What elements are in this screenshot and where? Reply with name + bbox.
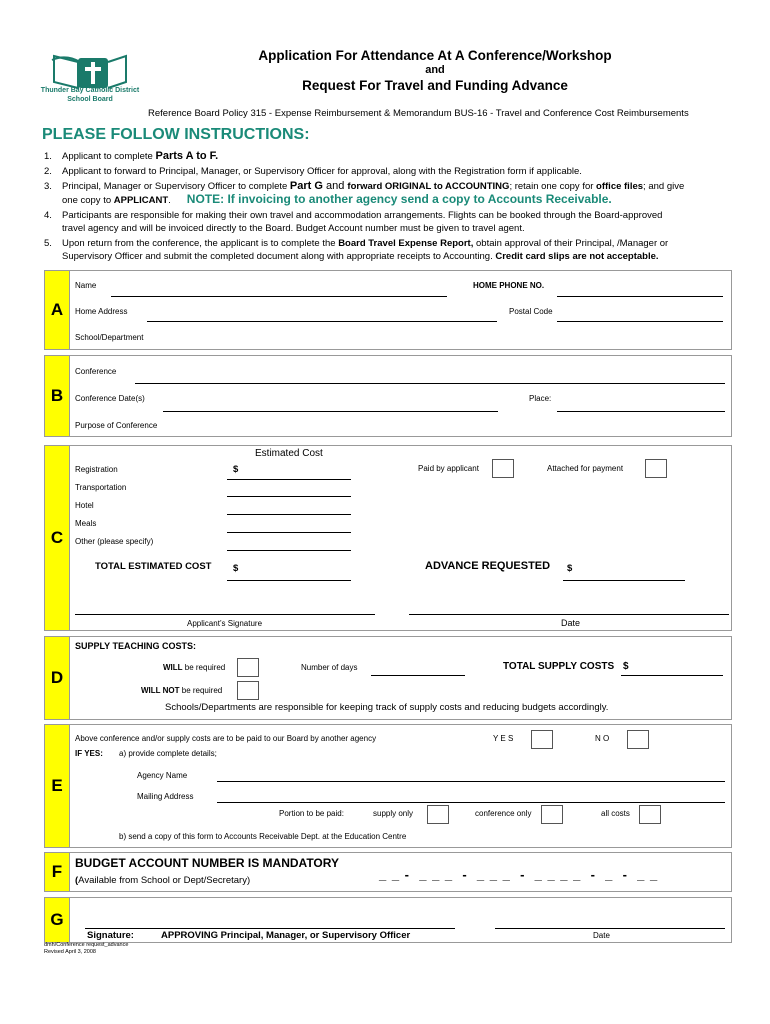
transportation-cost-field[interactable] [227,496,351,497]
place-label: Place: [529,394,552,403]
instr-text: ; retain one copy for [509,181,597,192]
instr-text: Parts A to F. [155,150,219,162]
number-of-days-field[interactable] [371,675,465,676]
instr-text: Applicant to complete [62,151,156,162]
all-costs-checkbox[interactable] [639,805,661,824]
instr-text: . [168,195,171,206]
will-not-label-rest: be required [179,686,223,695]
instr-num: 2. [44,166,52,177]
total-estimated-field[interactable] [227,580,351,581]
invoice-note: NOTE: If invoicing to another agency send a copy to Accounts Receivable. [186,192,612,206]
instr-text: Supervisory Officer and submit the completed document along with appropriate receipts to Accounting. [62,251,496,262]
supply-only-label: supply only [373,809,414,818]
instructions-list [44,150,734,263]
approving-label: APPROVING Principal, Manager, or Supervisory Officer [161,930,411,941]
conference-only-checkbox[interactable] [541,805,563,824]
section-letter: B [45,356,70,436]
section-letter: C [45,446,70,630]
postal-code-label: Postal Code [509,307,553,316]
if-yes-label: IF YES: [75,749,103,758]
section-d [44,636,732,720]
will-label: WILL [163,663,183,672]
purpose-label: Purpose of Conference [75,421,158,430]
name-field[interactable] [111,296,447,297]
advance-requested-label: ADVANCE REQUESTED [425,560,551,572]
section-a [44,270,732,350]
will-label-rest: be required [182,663,226,672]
instructions-heading: PLEASE FOLLOW INSTRUCTIONS: [42,126,310,143]
meals-label: Meals [75,519,97,528]
registration-cost-field[interactable] [227,479,351,480]
other-label: Other (please specify) [75,537,154,546]
footer-revised: Revised April 3, 2008 [44,949,96,955]
form-subtitle: Request For Travel and Funding Advance [302,78,568,93]
signature-label: Signature: [87,930,134,941]
agency-name-field[interactable] [217,781,725,782]
total-supply-field[interactable] [621,675,723,676]
dollar-sign: $ [623,661,629,672]
place-field[interactable] [557,411,725,412]
name-label: Name [75,281,97,290]
instr-text: one copy to [62,195,114,206]
no-label: N O [595,734,610,743]
hotel-label: Hotel [75,501,94,510]
other-cost-field[interactable] [227,550,351,551]
instr-text: ; and give [643,181,685,192]
footer-file: dmh/Conference request_advance [44,942,129,948]
instr-text: office files [596,181,644,192]
total-estimated-label: TOTAL ESTIMATED COST [95,561,212,572]
instr-text: Credit card slips are not acceptable. [495,251,659,262]
conference-label: Conference [75,367,117,376]
instr-num: 3. [44,181,52,192]
step-b-label: b) send a copy of this form to Accounts Receivable Dept. at the Education Centre [119,832,407,841]
instr-text: Principal, Manager or Supervisory Officer to complete [62,181,290,192]
section-c [44,445,732,631]
registration-label: Registration [75,465,118,474]
instr-num: 4. [44,210,52,221]
advance-requested-field[interactable] [563,580,685,581]
instr-text: and [322,180,348,192]
approver-signature-field[interactable] [85,928,455,929]
applicant-signature-field[interactable] [75,614,375,615]
section-letter: F [45,853,70,891]
conference-only-label: conference only [475,809,532,818]
instr-text: Participants are responsible for making their own travel and accommodation arrangements. Flights can be booked through the Board-approved [62,210,663,221]
applicant-date-field[interactable] [409,614,729,615]
approver-date-field[interactable] [495,928,725,929]
home-address-label: Home Address [75,307,128,316]
transportation-label: Transportation [75,483,127,492]
attached-for-payment-label: Attached for payment [547,464,624,473]
conference-dates-field[interactable] [163,411,498,412]
no-checkbox[interactable] [627,730,649,749]
dollar-sign: $ [233,464,239,475]
instr-text: forward ORIGINAL to ACCOUNTING [347,181,510,192]
instr-text: obtain approval of their Principal, /Manager or [473,238,669,249]
home-phone-field[interactable] [557,296,723,297]
step-a-label: a) provide complete details; [119,749,217,758]
meals-cost-field[interactable] [227,532,351,533]
hotel-cost-field[interactable] [227,514,351,515]
instr-text: Upon return from the conference, the applicant is to complete the [62,238,339,249]
date-label: Date [561,618,581,628]
instr-text: Board Travel Expense Report, [338,238,474,249]
home-phone-label: HOME PHONE NO. [473,281,545,290]
agency-name-label: Agency Name [137,771,188,780]
section-letter: E [45,725,70,847]
yes-label: Y E S [493,734,514,743]
instr-text: Part G [289,180,323,192]
date-label: Date [593,931,610,940]
instr-num: 5. [44,238,52,249]
budget-account-heading: BUDGET ACCOUNT NUMBER IS MANDATORY [75,856,339,870]
other-agency-question: Above conference and/or supply costs are to be paid to our Board by another agency [75,734,377,743]
instr-num: 1. [44,151,52,162]
home-address-field[interactable] [147,321,497,322]
dollar-sign: $ [233,563,239,574]
section-letter: G [45,898,70,942]
section-f [44,852,732,892]
portion-label: Portion to be paid: [279,809,344,818]
conference-dates-label: Conference Date(s) [75,394,145,403]
number-of-days-label: Number of days [301,663,358,672]
total-supply-costs-label: TOTAL SUPPLY COSTS [503,661,615,672]
section-e [44,724,732,848]
section-b [44,355,732,437]
budget-account-field[interactable]: _ _ - _ _ _ - _ _ _ - _ _ _ _ - _ - _ _ [379,867,659,882]
policy-reference: Reference Board Policy 315 - Expense Reimbursement & Memorandum BUS-16 - Travel and Conference Cost Reimbursements [148,108,689,119]
will-not-be-required-checkbox[interactable] [237,681,259,700]
budget-sub: Available from School or Dept/Secretary) [78,875,251,886]
supply-teaching-heading: SUPPLY TEACHING COSTS: [75,641,197,651]
mailing-address-label: Mailing Address [137,792,194,801]
org-name: Thunder Bay Catholic District School Board [40,87,140,103]
supply-note: Schools/Departments are responsible for keeping track of supply costs and reducing budgets accordingly. [165,702,609,713]
school-dept-label: School/Department [75,333,144,342]
attached-for-payment-checkbox[interactable] [645,459,667,478]
section-g [44,897,732,943]
estimated-cost-label: Estimated Cost [255,448,323,459]
paid-by-applicant-label: Paid by applicant [418,464,479,473]
form-title: Application For Attendance At A Conference/Workshop [258,48,612,63]
instr-text: travel agency and will be invoiced directly to the Board. Budget Account number must be given to travel agent. [62,223,525,234]
all-costs-label: all costs [601,809,630,818]
conference-field[interactable] [135,383,725,384]
applicant-signature-label: Applicant’s Signature [187,619,263,628]
will-not-label: WILL NOT [141,686,180,695]
instr-text: Applicant to forward to Principal, Manager, or Supervisory Officer for approval, along with the Registration form if applicable. [62,166,582,177]
section-letter: D [45,637,70,719]
postal-code-field[interactable] [557,321,723,322]
dollar-sign: $ [567,563,573,574]
budget-sub-paren: ( [75,875,79,886]
will-be-required-checkbox[interactable] [237,658,259,677]
mailing-address-field[interactable] [217,802,725,803]
section-letter: A [45,271,70,349]
supply-only-checkbox[interactable] [427,805,449,824]
instr-text: APPLICANT [113,195,169,206]
title-and: and [425,64,445,76]
yes-checkbox[interactable] [531,730,553,749]
paid-by-applicant-checkbox[interactable] [492,459,514,478]
